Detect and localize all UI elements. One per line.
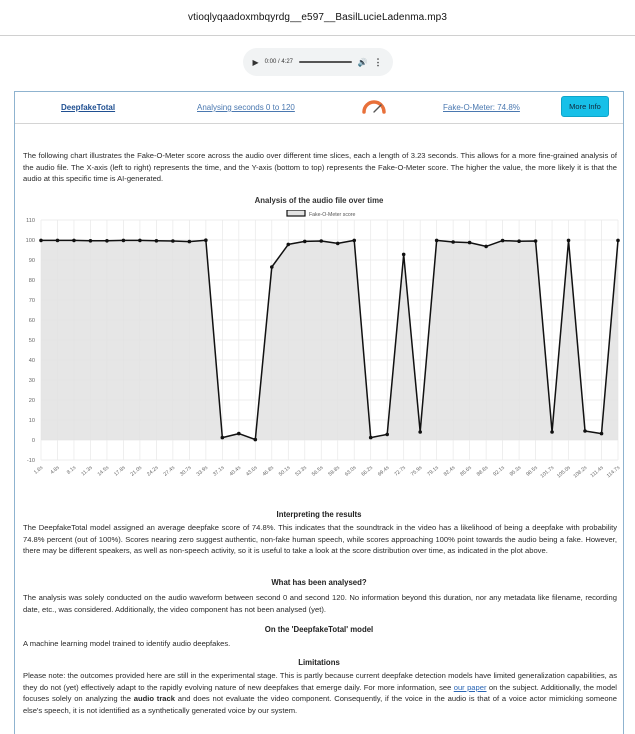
- x-tick-label: 4.8s: [49, 464, 61, 476]
- x-tick-label: 21.0s: [129, 464, 144, 478]
- x-tick-label: 63.0s: [343, 464, 358, 478]
- data-point: [550, 430, 554, 434]
- paper-link[interactable]: our paper: [453, 682, 487, 692]
- data-point: [155, 239, 159, 243]
- fake-o-meter-link[interactable]: Fake-O-Meter: 74.8%: [443, 103, 520, 112]
- file-title: vtioqlyqaadoxmbqyrdg__e597__BasilLucieLadenma.mp3: [188, 12, 447, 23]
- x-tick-label: 33.9s: [195, 464, 210, 478]
- data-point: [72, 239, 76, 243]
- y-tick-label: 30: [28, 378, 35, 384]
- x-tick-label: 56.5s: [310, 464, 325, 478]
- panel-header: [15, 92, 623, 124]
- data-point: [534, 239, 538, 243]
- x-tick-label: 14.5s: [96, 464, 111, 478]
- score-chart: [15, 210, 623, 510]
- intro-text: The following chart illustrates the Fake-O-Meter score across the audio over different time slices, each a length of 3.23 seconds. This allows for a more fine-grained analysis of the audio file. The X-axis (left to right) represents the time, and the Y-axis (bottom to top) represents the Fake-O-Meter score. The higher the value, the more likely it is that the audio at this specific time is AI-generated.: [23, 151, 617, 184]
- audio-player-area: [0, 36, 635, 88]
- data-point: [221, 436, 225, 440]
- analysed-heading: What has been analysed?: [271, 578, 367, 587]
- y-tick-label: 80: [28, 278, 35, 284]
- seek-bar[interactable]: [299, 61, 352, 63]
- x-tick-label: 59.8s: [327, 464, 342, 478]
- data-point: [122, 239, 126, 243]
- x-tick-label: 101.7s: [539, 464, 556, 480]
- data-point: [237, 432, 241, 436]
- data-point: [385, 433, 389, 437]
- x-tick-label: 98.5s: [525, 464, 539, 478]
- limitations-part3: and does not evaluate the video component. Consequently, if the voice in the audio is that of a voice actor mimicking someone else's speech, it is not identified as a synthetically generated voice by our system.: [23, 694, 617, 715]
- legend-swatch: [287, 210, 305, 216]
- results-heading: Interpreting the results: [276, 510, 362, 519]
- y-tick-label: 20: [28, 398, 35, 404]
- data-point: [517, 239, 521, 243]
- x-tick-label: 92.1s: [492, 464, 506, 478]
- data-point: [402, 253, 406, 257]
- y-tick-label: 50: [28, 338, 35, 344]
- x-tick-label: 37.1s: [212, 464, 226, 478]
- y-tick-label: -10: [26, 458, 35, 464]
- data-point: [616, 239, 620, 243]
- score-area: [41, 240, 618, 440]
- x-tick-label: 53.3s: [294, 464, 309, 478]
- play-icon[interactable]: ▶: [252, 57, 259, 67]
- more-info-button[interactable]: More Info: [561, 96, 609, 117]
- data-point: [336, 242, 340, 246]
- data-point: [188, 240, 192, 244]
- y-tick-label: 100: [25, 238, 35, 244]
- x-tick-label: 72.7s: [393, 464, 407, 478]
- results-text: The DeepfakeTotal model assigned an average deepfake score of 74.8%. This indicates that the soundtrack in the video has a likelihood of being a deepfake with probability 74.8% percent (out of 100%). Scores nearing zero suggest authentic, non-fake human speech, while scores approaching 100% point towards the audio being a fake. However, there may be different speakers, as well as non-speech activity, so it is useful to take a look at the score distribution over time, as indicated in the plot above.: [23, 523, 617, 556]
- x-tick-label: 85.6s: [459, 464, 473, 478]
- y-tick-label: 90: [28, 258, 35, 264]
- data-point: [270, 265, 274, 269]
- x-tick-label: 11.3s: [80, 464, 94, 478]
- data-point: [567, 239, 571, 243]
- x-tick-label: 111.4s: [589, 464, 605, 480]
- data-point: [303, 240, 307, 244]
- data-point: [501, 239, 505, 243]
- gauge-icon: [361, 97, 387, 115]
- title-bar: [0, 0, 635, 36]
- data-point: [600, 432, 604, 436]
- data-point: [138, 239, 142, 243]
- legend-label: Fake-O-Meter score: [309, 212, 356, 218]
- limitations-part1: Please note: the outcomes provided here are still in the experimental stage. This is partly because current deepfake detection models have limited generalization capabilities, as they do not (yet) effectively adapt to the rapidly evolving nature of new deepfakes that emerge daily. For more information, see: [23, 671, 617, 692]
- data-point: [451, 240, 455, 244]
- x-tick-label: 95.3s: [508, 464, 523, 478]
- x-tick-label: 17.8s: [113, 464, 127, 478]
- x-tick-label: 30.7s: [179, 464, 193, 478]
- x-tick-label: 88.8s: [475, 464, 490, 478]
- data-point: [39, 239, 43, 243]
- limitations-heading: Limitations: [298, 658, 340, 667]
- limitations-text: [23, 670, 617, 716]
- y-tick-label: 60: [28, 318, 35, 324]
- x-tick-label: 27.4s: [162, 464, 177, 478]
- audio-player[interactable]: [243, 48, 393, 76]
- data-point: [468, 241, 472, 245]
- x-tick-label: 108.2s: [572, 464, 589, 480]
- data-point: [418, 430, 422, 434]
- analysis-range-link[interactable]: Analysing seconds 0 to 120: [197, 103, 295, 112]
- data-point: [254, 438, 258, 442]
- player-time: 0:00 / 4:27: [264, 59, 294, 65]
- model-heading: On the 'DeepfakeTotal' model: [264, 625, 374, 634]
- data-point: [171, 239, 175, 243]
- y-tick-label: 0: [31, 438, 35, 444]
- data-point: [105, 239, 109, 243]
- model-text: A machine learning model trained to identify audio deepfakes.: [23, 639, 231, 648]
- x-tick-label: 69.4s: [376, 464, 391, 478]
- limitations-bold: audio track: [133, 694, 175, 704]
- analysed-text: The analysis was solely conducted on the audio waveform between second 0 and second 120. No information beyond this duration, nor any metadata like filename, recording date, etc., was considered. Additionally, the video component has not been analysed (yet).: [23, 593, 617, 614]
- brand-link[interactable]: DeepfakeTotal: [61, 103, 116, 112]
- x-tick-label: 50.1s: [277, 464, 292, 478]
- x-tick-label: 82.4s: [442, 464, 457, 478]
- volume-icon[interactable]: 🔊: [357, 57, 368, 67]
- x-tick-label: 79.1s: [426, 464, 440, 478]
- chart-title: Analysis of the audio file over time: [254, 196, 384, 205]
- data-point: [204, 238, 208, 242]
- data-point: [352, 239, 356, 243]
- x-tick-label: 40.4s: [228, 464, 243, 478]
- data-point: [286, 243, 290, 247]
- result-panel: [14, 91, 624, 734]
- data-point: [319, 239, 323, 243]
- x-tick-label: 114.7s: [605, 464, 622, 480]
- x-tick-label: 24.2s: [146, 464, 160, 478]
- data-point: [583, 429, 587, 433]
- x-tick-label: 46.8s: [261, 464, 276, 478]
- y-tick-label: 70: [28, 298, 35, 304]
- data-point: [435, 239, 439, 243]
- data-point: [484, 245, 488, 249]
- limitations-part2: on the subject. Additionally, the model focuses solely on analyzing the: [23, 682, 617, 704]
- data-point: [56, 239, 60, 243]
- x-tick-label: 1.6s: [32, 464, 45, 476]
- x-tick-label: 75.9s: [409, 464, 424, 478]
- x-tick-label: 66.2s: [360, 464, 374, 478]
- more-vert-icon[interactable]: ⋮: [373, 56, 383, 67]
- x-tick-label: 105.0s: [556, 464, 572, 480]
- x-tick-label: 43.6s: [245, 464, 259, 478]
- x-tick-label: 8.1s: [65, 464, 78, 476]
- data-point: [89, 239, 93, 243]
- y-tick-label: 40: [28, 358, 35, 364]
- y-tick-label: 10: [28, 418, 35, 424]
- data-point: [369, 436, 373, 440]
- y-tick-label: 110: [26, 218, 35, 224]
